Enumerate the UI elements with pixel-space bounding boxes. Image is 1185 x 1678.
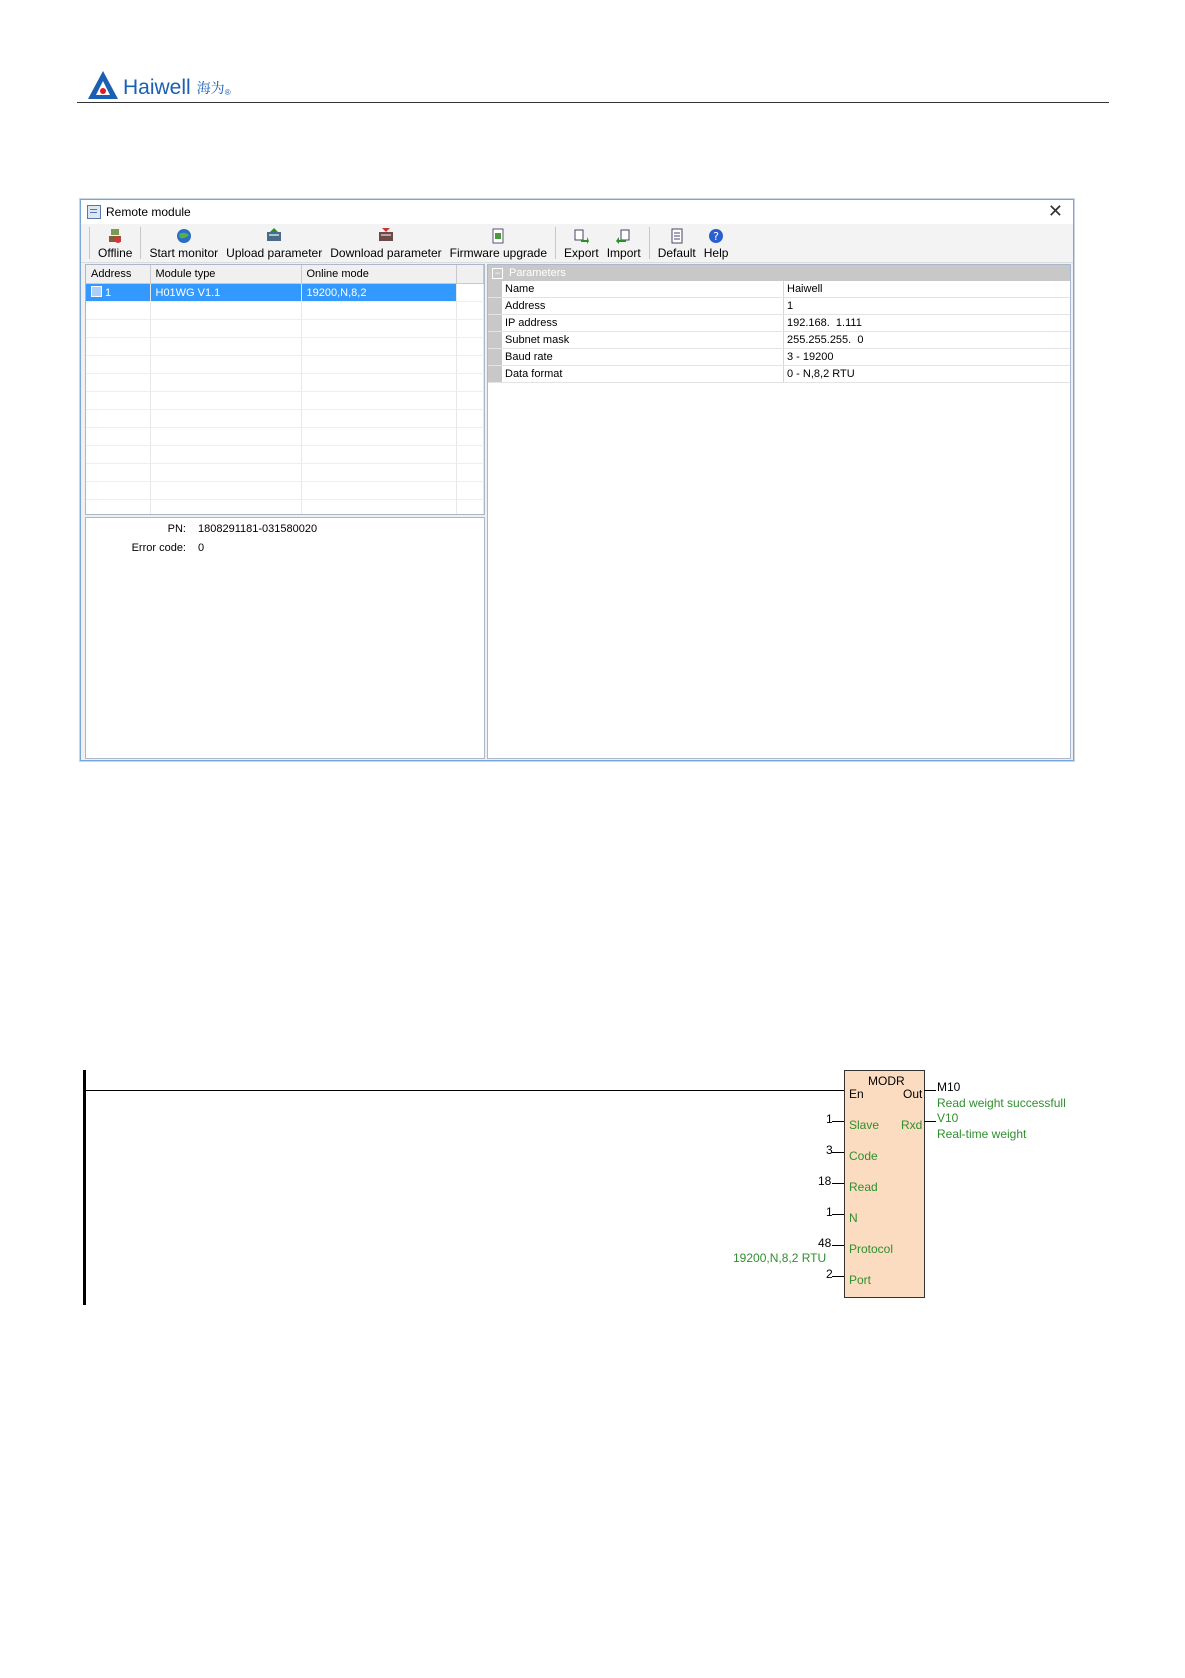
pin-code: Code <box>849 1149 878 1163</box>
firmware-upgrade-icon <box>490 228 506 244</box>
param-row-ip-address[interactable]: IP address 192.168. 1.111 <box>488 315 1070 332</box>
help-button[interactable]: ? Help <box>703 230 729 260</box>
param-row-data-format[interactable]: Data format 0 - N,8,2 RTU <box>488 366 1070 383</box>
cell-address: 1 <box>86 284 150 302</box>
table-row <box>86 410 484 428</box>
cell-empty <box>456 284 484 302</box>
toolbar-separator <box>555 227 556 259</box>
haiwell-logo <box>87 68 231 100</box>
offline-button[interactable]: Offline <box>94 228 136 262</box>
ladder-rung-line <box>86 1090 844 1091</box>
table-row <box>86 464 484 482</box>
offline-icon <box>107 228 123 244</box>
remote-module-window <box>80 199 1074 761</box>
svg-text:?: ? <box>713 230 720 243</box>
firmware-upgrade-button[interactable]: Firmware upgrade <box>446 228 551 262</box>
default-button[interactable]: Default <box>654 228 700 262</box>
toolbar-separator <box>649 227 650 259</box>
import-icon <box>616 228 632 244</box>
rxd-comment: Real-time weight <box>937 1127 1027 1141</box>
window-app-icon <box>87 205 101 219</box>
pin-code-value: 3 <box>826 1143 833 1157</box>
parameters-group-header[interactable] <box>488 265 1070 281</box>
row-checkbox[interactable] <box>91 286 102 297</box>
param-row-address[interactable]: Address 1 <box>488 298 1070 315</box>
default-document-icon <box>669 228 685 244</box>
table-row <box>86 446 484 464</box>
pin-port: Port <box>849 1273 872 1287</box>
column-header-online-mode[interactable]: Online mode <box>301 265 456 284</box>
error-code-label: Error code: <box>131 542 186 554</box>
param-row-name[interactable]: Name Haiwell <box>488 281 1070 298</box>
export-button[interactable]: Export <box>560 228 603 262</box>
collapse-icon[interactable]: − <box>492 268 503 279</box>
param-row-baud-rate[interactable]: Baud rate 3 - 19200 <box>488 349 1070 366</box>
cell-online-mode: 19200,N,8,2 <box>301 284 456 302</box>
toolbar-separator <box>140 227 141 259</box>
pn-value: 1808291181-031580020 <box>198 523 318 535</box>
table-row <box>86 392 484 410</box>
ladder-power-rail <box>83 1070 86 1305</box>
window-title: Remote module <box>106 205 191 219</box>
table-row <box>86 320 484 338</box>
upload-icon <box>266 228 282 244</box>
download-parameter-button[interactable]: Download parameter <box>326 228 445 262</box>
pin-read-value: 18 <box>818 1174 832 1188</box>
column-header-module-type[interactable]: Module type <box>150 265 301 284</box>
start-monitor-button[interactable]: Start monitor <box>145 228 222 262</box>
column-header-address[interactable]: Address <box>86 265 150 284</box>
pin-n-value: 1 <box>826 1205 833 1219</box>
logo-registered-mark: ® <box>224 88 231 97</box>
table-row <box>86 302 484 320</box>
parameters-pane <box>487 264 1071 759</box>
pin-protocol-value: 48 <box>818 1236 832 1250</box>
pn-label: PN: <box>167 523 186 535</box>
pin-n: N <box>849 1211 858 1225</box>
module-list-pane <box>85 264 485 515</box>
haiwell-logo-icon <box>87 70 119 100</box>
table-row[interactable] <box>86 284 484 302</box>
pin-slave-value: 1 <box>826 1112 833 1126</box>
table-row <box>86 356 484 374</box>
error-code-row <box>86 542 204 554</box>
globe-monitor-icon <box>176 228 192 244</box>
window-titlebar <box>81 200 1073 224</box>
download-icon <box>378 228 394 244</box>
pin-slave: Slave <box>849 1118 880 1132</box>
rxd-variable: V10 <box>937 1111 959 1125</box>
module-grid <box>86 265 484 515</box>
module-info-pane <box>85 517 485 759</box>
pin-protocol: Protocol <box>849 1242 894 1256</box>
pin-port-value: 2 <box>826 1267 833 1281</box>
upload-parameter-button[interactable]: Upload parameter <box>222 228 326 262</box>
pin-read: Read <box>849 1180 878 1194</box>
pin-rxd: Rxd <box>901 1118 923 1132</box>
import-button[interactable]: Import <box>603 228 645 262</box>
block-name: MODR <box>868 1074 905 1088</box>
pn-row <box>86 523 317 535</box>
toolbar <box>81 224 1073 263</box>
export-icon <box>573 228 589 244</box>
table-row <box>86 338 484 356</box>
close-icon[interactable]: ✕ <box>1047 201 1063 221</box>
table-row <box>86 428 484 446</box>
out-comment: Read weight successfull <box>937 1096 1066 1110</box>
parameters-heading: Parameters <box>509 267 566 279</box>
table-row <box>86 482 484 500</box>
error-code-value: 0 <box>198 542 205 554</box>
logo-text: Haiwell <box>123 76 191 99</box>
logo-chinese: 海为 <box>196 81 225 97</box>
table-row <box>86 500 484 516</box>
help-icon <box>708 228 724 244</box>
protocol-comment: 19200,N,8,2 RTU <box>733 1251 827 1265</box>
column-header-empty <box>456 265 484 284</box>
page-header <box>77 64 1109 103</box>
pin-out: Out <box>903 1087 923 1101</box>
param-row-subnet-mask[interactable]: Subnet mask 255.255.255. 0 <box>488 332 1070 349</box>
out-variable: M10 <box>937 1080 961 1094</box>
table-row <box>86 374 484 392</box>
toolbar-grip <box>89 227 90 259</box>
pin-en: En <box>849 1087 864 1101</box>
cell-module-type: H01WG V1.1 <box>150 284 301 302</box>
